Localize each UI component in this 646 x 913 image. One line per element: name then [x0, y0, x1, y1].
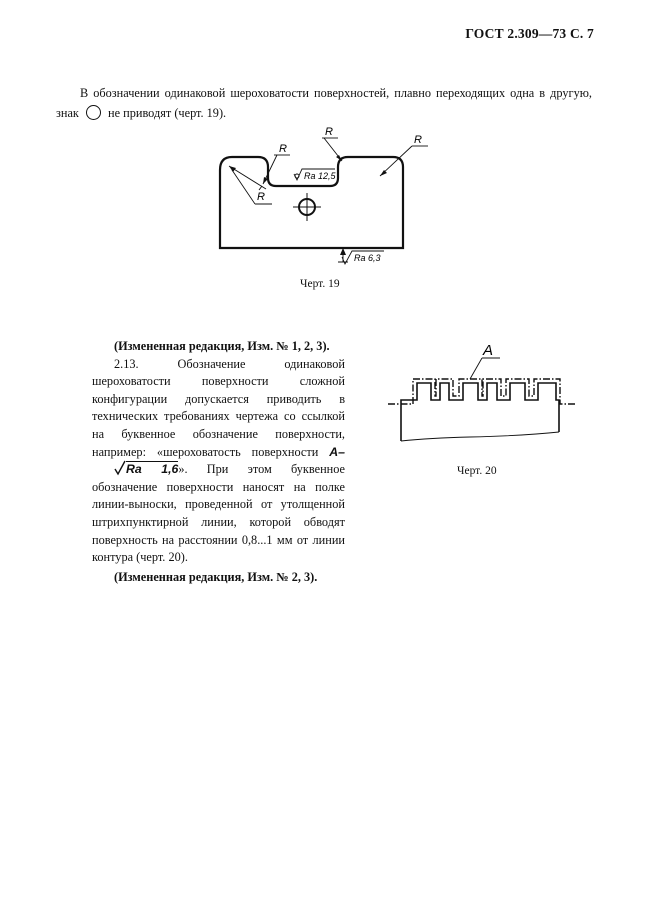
paragraph-smooth-transition — [56, 83, 592, 123]
section-2-13-column — [92, 338, 345, 586]
figure-19-drawing — [205, 118, 422, 278]
figure-19-caption: Черт. 19 — [300, 278, 340, 290]
section-2-13-text-after: ». При этом буквенное обозначение поверхности наносят на полке линии-выноски, проведенной от утолщенной штрихпунктирной линии, которой обводят поверхность на расстоянии 0,8...1 мм от линии контура (черт. 20). — [92, 462, 345, 565]
section-2-13-paragraph — [92, 356, 345, 567]
leader-r-middle-b — [259, 186, 262, 190]
amendment-note-2: (Измененная редакция, Изм. № 2, 3). — [114, 569, 318, 584]
symbol-dash: – — [338, 444, 346, 459]
paragraph1-text-after: не приводят (черт. 19). — [108, 106, 227, 120]
ra-slot-label: Ra 12,5 — [304, 171, 336, 181]
circle-sign-icon — [86, 105, 101, 120]
ra-bottom-label: Ra 6,3 — [354, 253, 381, 263]
paragraph1-text-before: В обозначении одинаковой шероховатости поверхностей, плавно переходящих одна в другую, знак — [56, 86, 592, 120]
page-header: ГОСТ 2.309—73 С. 7 — [465, 26, 594, 41]
break-line — [401, 432, 559, 441]
leader-a — [470, 358, 482, 379]
surface-letter-a: A — [483, 342, 494, 359]
roughness-check-icon — [92, 461, 126, 479]
surface-letter-symbol: A — [329, 444, 339, 459]
figure-20-caption: Черт. 20 — [457, 465, 497, 477]
amendment-note-1: (Измененная редакция, Изм. № 1, 2, 3). — [114, 339, 330, 353]
r-left-label: R — [257, 191, 265, 203]
section-2-13-text-before: 2.13. Обозначение одинаковой шероховатости поверхности сложной конфигурации допускается приводить в технических требованиях чертежа со ссылкой на буквенное обозначение поверхности, например: «шероховатость поверхности — [92, 356, 345, 459]
roughness-value-symbol: Ra 1,6 — [126, 462, 179, 477]
comb-contour — [401, 383, 559, 441]
r-top-label: R — [325, 126, 333, 138]
figure-20-drawing — [385, 340, 580, 450]
r-right-label: R — [414, 134, 422, 146]
r-middle-label: R — [279, 143, 287, 155]
